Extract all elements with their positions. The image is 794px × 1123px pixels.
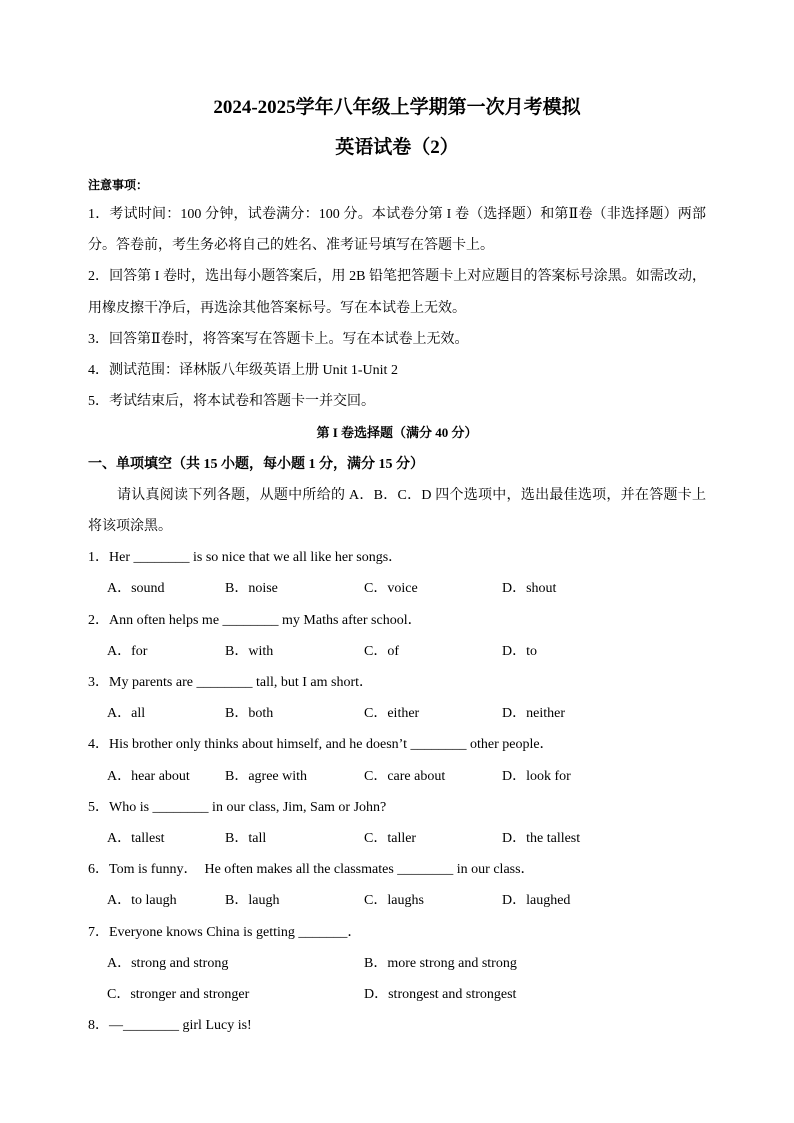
question-stem: 4．His brother only thinks about himself, and he doesn’t ________ other people． (88, 737, 554, 753)
question-stem: 6．Tom is funny． He often makes all the classmates ________ in our class． (88, 862, 535, 878)
option-b: B．agree with (225, 768, 308, 784)
exam-subtitle: 英语试卷（2） (335, 137, 459, 158)
option-d: D．look for (502, 768, 571, 784)
question-1 (88, 542, 706, 604)
question-stem: 5．Who is ________ in our class, Jim, Sam or John? (88, 799, 387, 815)
question-stem: 3．My parents are ________ tall, but I am short． (88, 675, 374, 691)
note-item: 3．回答第Ⅱ卷时，将答案写在答题卡上。写在本试卷上无效。 (88, 331, 469, 347)
option-c: C．of (364, 643, 399, 659)
option-c: C．care about (364, 768, 446, 784)
exam-title: 2024-2025学年八年级上学期第一次月考模拟 (213, 97, 581, 118)
option-d: D．strongest and strongest (364, 987, 517, 1003)
question-8 (88, 1010, 706, 1041)
question-options (88, 823, 706, 854)
question-6 (88, 854, 706, 916)
option-d: D．neither (502, 706, 565, 722)
option-d: D．shout (502, 581, 557, 597)
option-b: B．both (225, 706, 274, 722)
option-d: D．to (502, 643, 537, 659)
option-a: A．tallest (107, 831, 165, 847)
option-d: D．the tallest (502, 831, 581, 847)
option-b: B．tall (225, 831, 267, 847)
option-b: B．with (225, 643, 274, 659)
option-c: C．stronger and stronger (107, 987, 250, 1003)
question-stem: 1．Her ________ is so nice that we all like her songs． (88, 550, 403, 566)
question-4 (88, 729, 706, 791)
question-stem: 7．Everyone knows China is getting _______． (88, 924, 362, 940)
notes-heading: 注意事项： (88, 178, 149, 192)
note-item: 5．考试结束后，将本试卷和答题卡一并交回。 (88, 394, 375, 410)
question-stem: 2．Ann often helps me ________ my Maths after school． (88, 612, 422, 628)
option-a: A．strong and strong (107, 955, 229, 971)
question-options (88, 948, 706, 1010)
option-c: C．laughs (364, 893, 424, 909)
question-7 (88, 917, 706, 1011)
option-b: B．noise (225, 581, 278, 597)
option-a: A．hear about (107, 768, 190, 784)
question-2 (88, 605, 706, 667)
question-options (88, 573, 706, 604)
option-b: B．laugh (225, 893, 280, 909)
option-a: A．for (107, 643, 148, 659)
section-instruction: 请认真阅读下列各题，从题中所给的 A．B．C．D 四个选项中，选出最佳选项，并在答题卡上将该项涂黑。 (88, 487, 706, 535)
exam-body (88, 199, 706, 1041)
question-5 (88, 792, 706, 854)
note-item: 1．考试时间：100 分钟，试卷满分：100 分。本试卷分第 I 卷（选择题）和第Ⅱ卷（非选择题）两部分。答卷前，考生务必将自己的姓名、准考证号填写在答题卡上。 (88, 207, 706, 254)
part-heading: 第 I 卷选择题（满分 40 分） (316, 425, 478, 441)
option-c: C．voice (364, 581, 418, 597)
question-options (88, 636, 706, 667)
note-item: 4．测试范围：译林版八年级英语上册 Unit 1-Unit 2 (88, 363, 398, 379)
option-c: C．taller (364, 831, 417, 847)
option-b: B．more strong and strong (364, 955, 517, 971)
question-options (88, 885, 706, 916)
question-options (88, 698, 706, 729)
option-c: C．either (364, 706, 420, 722)
option-a: A．to laugh (107, 893, 177, 909)
question-3 (88, 667, 706, 729)
option-d: D．laughed (502, 893, 571, 909)
section-heading: 一、单项填空（共 15 小题，每小题 1 分，满分 15 分） (88, 456, 424, 472)
option-a: A．all (107, 706, 146, 722)
exam-content (88, 92, 706, 1041)
option-a: A．sound (107, 581, 165, 597)
question-options (88, 761, 706, 792)
question-stem: 8．—________ girl Lucy is! (88, 1018, 252, 1034)
note-item: 2．回答第 I 卷时，选出每小题答案后，用 2B 铅笔把答题卡上对应题目的答案标号涂黑。如需改动，用橡皮擦干净后，再选涂其他答案标号。写在本试卷上无效。 (88, 269, 706, 316)
